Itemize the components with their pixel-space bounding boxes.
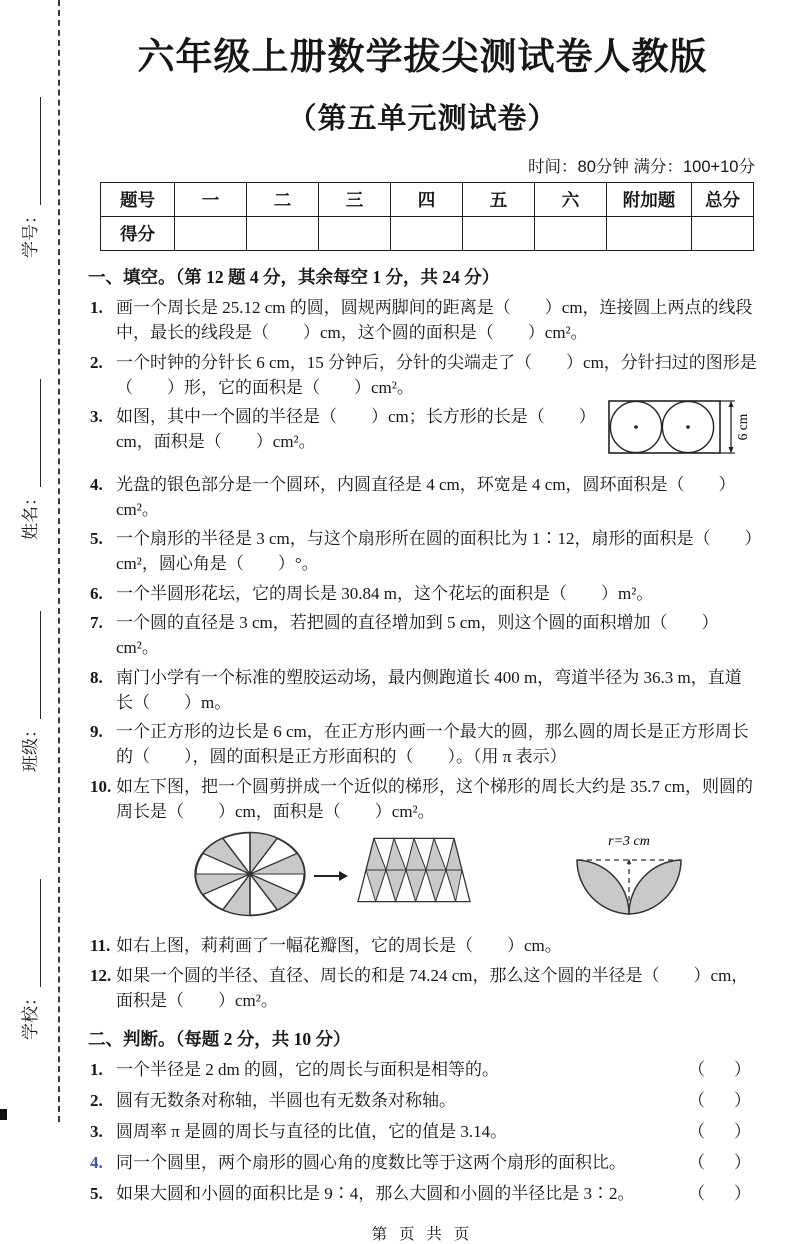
rect-two-circles-figure — [607, 396, 757, 467]
page-title: 六年级上册数学拔尖测试卷人教版 — [137, 36, 708, 77]
question-number: 1. — [90, 298, 103, 317]
score-col-bonus: 附加题 — [607, 183, 692, 217]
score-cell-empty — [319, 217, 391, 251]
score-col-3: 三 — [319, 183, 391, 217]
question-number: 10. — [90, 776, 112, 796]
question-item-2 — [88, 350, 757, 400]
judge-text: 圆有无数条对称轴，半圆也有无数条对称轴。 — [116, 1090, 456, 1110]
margin-label-school — [15, 855, 41, 1040]
page-footer: 第 页 共 页 — [371, 1225, 474, 1243]
question-number: 2. — [90, 1090, 103, 1110]
question-number: 11. — [90, 936, 111, 955]
question-text: 一个半圆形花坛，它的周长是 30.84 m，这个花坛的面积是（ ）m²。 — [116, 583, 654, 603]
question-item-8 — [88, 665, 757, 715]
fold-dashed-line — [58, 0, 60, 1122]
question-text: 一个圆的直径是 3 cm，若把圆的直径增加到 5 cm，则这个圆的面积增加（ ）cm²。 — [116, 613, 719, 657]
score-col-4: 四 — [391, 183, 463, 217]
dimension-label: 6 cm — [735, 413, 750, 441]
judge-answer-blank: （ ） — [688, 1090, 757, 1110]
margin-label-text: 学号： — [21, 207, 40, 258]
score-col-total: 总分 — [692, 183, 754, 217]
question-number: 2. — [90, 352, 103, 372]
petal-flower-figure — [553, 830, 705, 927]
margin-label-class — [15, 587, 41, 772]
exam-time-score-info: 时间：80分钟 满分：100+10分 — [528, 158, 755, 176]
judge-item-4 — [88, 1150, 757, 1175]
judge-answer-blank: （ ） — [688, 1152, 757, 1172]
score-table-corner-cell: 题号 — [101, 183, 175, 217]
judge-item-2 — [88, 1088, 757, 1113]
score-col-6: 六 — [535, 183, 607, 217]
question-text: 如果一个圆的半径、直径、周长的和是 74.24 cm，那么这个圆的半径是（ ）cm，面积是（ ）cm²。 — [116, 965, 749, 1010]
judge-answer-blank: （ ） — [688, 1059, 757, 1079]
judge-text: 同一个圆里，两个扇形的圆心角的度数比等于这两个扇形的面积比。 — [116, 1152, 626, 1172]
margin-label-student-id — [15, 73, 41, 258]
question-item-3 — [88, 404, 757, 467]
judge-answer-blank: （ ） — [688, 1183, 757, 1203]
score-cell-empty — [535, 217, 607, 251]
score-col-1: 一 — [175, 183, 247, 217]
page-subtitle: （第五单元测试卷） — [287, 103, 558, 135]
judge-item-3 — [88, 1119, 757, 1144]
question-text: 如图，其中一个圆的半径是（ ）cm；长方形的长是（ ）cm，面积是（ ）cm²。 — [116, 407, 596, 451]
fill-section-heading: 一、填空。（第 12 题 4 分，其余每空 1 分，共 24 分） — [88, 267, 500, 287]
question-text: 如左下图，把一个圆剪拼成一个近似的梯形，这个梯形的周长大约是 35.7 cm，则圆的周长是（ ）cm，面积是（ ）cm²。 — [116, 776, 754, 821]
score-col-2: 二 — [247, 183, 319, 217]
arrow-right-icon — [314, 869, 348, 887]
question-number: 1. — [90, 1059, 103, 1079]
question-text: 一个时钟的分针长 6 cm，15 分钟后，分针的尖端走了（ ）cm，分针扫过的图形是（ ）形，它的面积是（ ）cm²。 — [116, 352, 757, 397]
score-table-header-row — [101, 183, 754, 217]
question-number: 3. — [90, 1121, 103, 1141]
question-text: 一个扇形的半径是 3 cm，与这个扇形所在圆的面积比为 1∶12，扇形的面积是（ ）cm²，圆心角是（ ）°。 — [116, 529, 754, 573]
margin-label-name — [15, 355, 41, 540]
question-number: 4. — [90, 1152, 103, 1172]
score-table-score-row — [101, 217, 754, 251]
judge-text: 圆周率 π 是圆的周长与直径的比值，它的值是 3.14。 — [116, 1121, 508, 1141]
question-number: 9. — [90, 722, 103, 741]
exam-page — [62, 0, 793, 1244]
question-item-1 — [88, 295, 757, 345]
score-cell-empty — [247, 217, 319, 251]
judge-item-5 — [88, 1181, 757, 1206]
question-text: 光盘的银色部分是一个圆环，内圆直径是 4 cm，环宽是 4 cm，圆环面积是（ ）cm²。 — [116, 474, 736, 519]
judge-item-1 — [88, 1057, 757, 1082]
margin-label-text: 班级： — [21, 721, 40, 772]
question-number: 5. — [90, 1183, 103, 1203]
margin-label-text: 姓名： — [21, 489, 40, 540]
question-item-9 — [88, 719, 757, 769]
question-item-11 — [88, 933, 757, 958]
student-id-blank-line — [23, 97, 41, 205]
score-cell-empty — [391, 217, 463, 251]
score-row-label: 得分 — [101, 217, 175, 251]
question-number: 7. — [90, 613, 103, 632]
question-text: 如右上图，莉莉画了一幅花瓣图，它的周长是（ ）cm。 — [116, 936, 562, 955]
question-text: 一个正方形的边长是 6 cm，在正方形内画一个最大的圆，那么圆的周长是正方形周长的（ ），圆的面积是正方形面积的（ ）。（用 π 表示） — [116, 722, 749, 766]
score-cell-empty — [692, 217, 754, 251]
judge-text: 如果大圆和小圆的面积比是 9∶4，那么大圆和小圆的半径比是 3∶2。 — [116, 1183, 635, 1203]
question-item-12 — [88, 963, 757, 1013]
score-col-5: 五 — [463, 183, 535, 217]
name-blank-line — [23, 379, 41, 487]
class-blank-line — [23, 611, 41, 719]
question-number: 5. — [90, 529, 103, 548]
question-item-10 — [88, 774, 757, 824]
question-item-6 — [88, 581, 757, 606]
question-item-4 — [88, 472, 757, 522]
question-figures-row — [88, 824, 757, 929]
school-blank-line — [23, 879, 41, 987]
question-number: 4. — [90, 474, 103, 494]
question-item-7 — [88, 610, 757, 660]
corner-print-mark — [0, 1109, 7, 1120]
question-number: 8. — [90, 667, 103, 687]
trapezoid-triangles-figure — [354, 830, 474, 915]
score-cell-empty — [175, 217, 247, 251]
question-number: 3. — [90, 407, 103, 426]
judge-text: 一个半径是 2 dm 的圆，它的周长与面积是相等的。 — [116, 1059, 499, 1079]
margin-label-text: 学校： — [21, 989, 40, 1040]
question-item-5 — [88, 526, 757, 576]
score-cell-empty — [607, 217, 692, 251]
question-text: 南门小学有一个标准的塑胶运动场，最内侧跑道长 400 m，弯道半径为 36.3 m，直道长（ ）m。 — [116, 667, 742, 712]
question-number: 12. — [90, 965, 112, 985]
question-text: 画一个周长是 25.12 cm 的圆，圆规两脚间的距离是（ ）cm，连接圆上两点的线段中，最长的线段是（ ）cm，这个圆的面积是（ ）cm²。 — [116, 298, 753, 342]
petal-radius-label: r=3 cm — [608, 833, 650, 849]
score-table — [100, 182, 754, 251]
judge-section-heading: 二、判断。（每题 2 分，共 10 分） — [88, 1028, 351, 1049]
question-number: 6. — [90, 583, 103, 603]
circle-sectors-figure — [192, 830, 308, 923]
judge-answer-blank: （ ） — [688, 1121, 757, 1141]
score-cell-empty — [463, 217, 535, 251]
